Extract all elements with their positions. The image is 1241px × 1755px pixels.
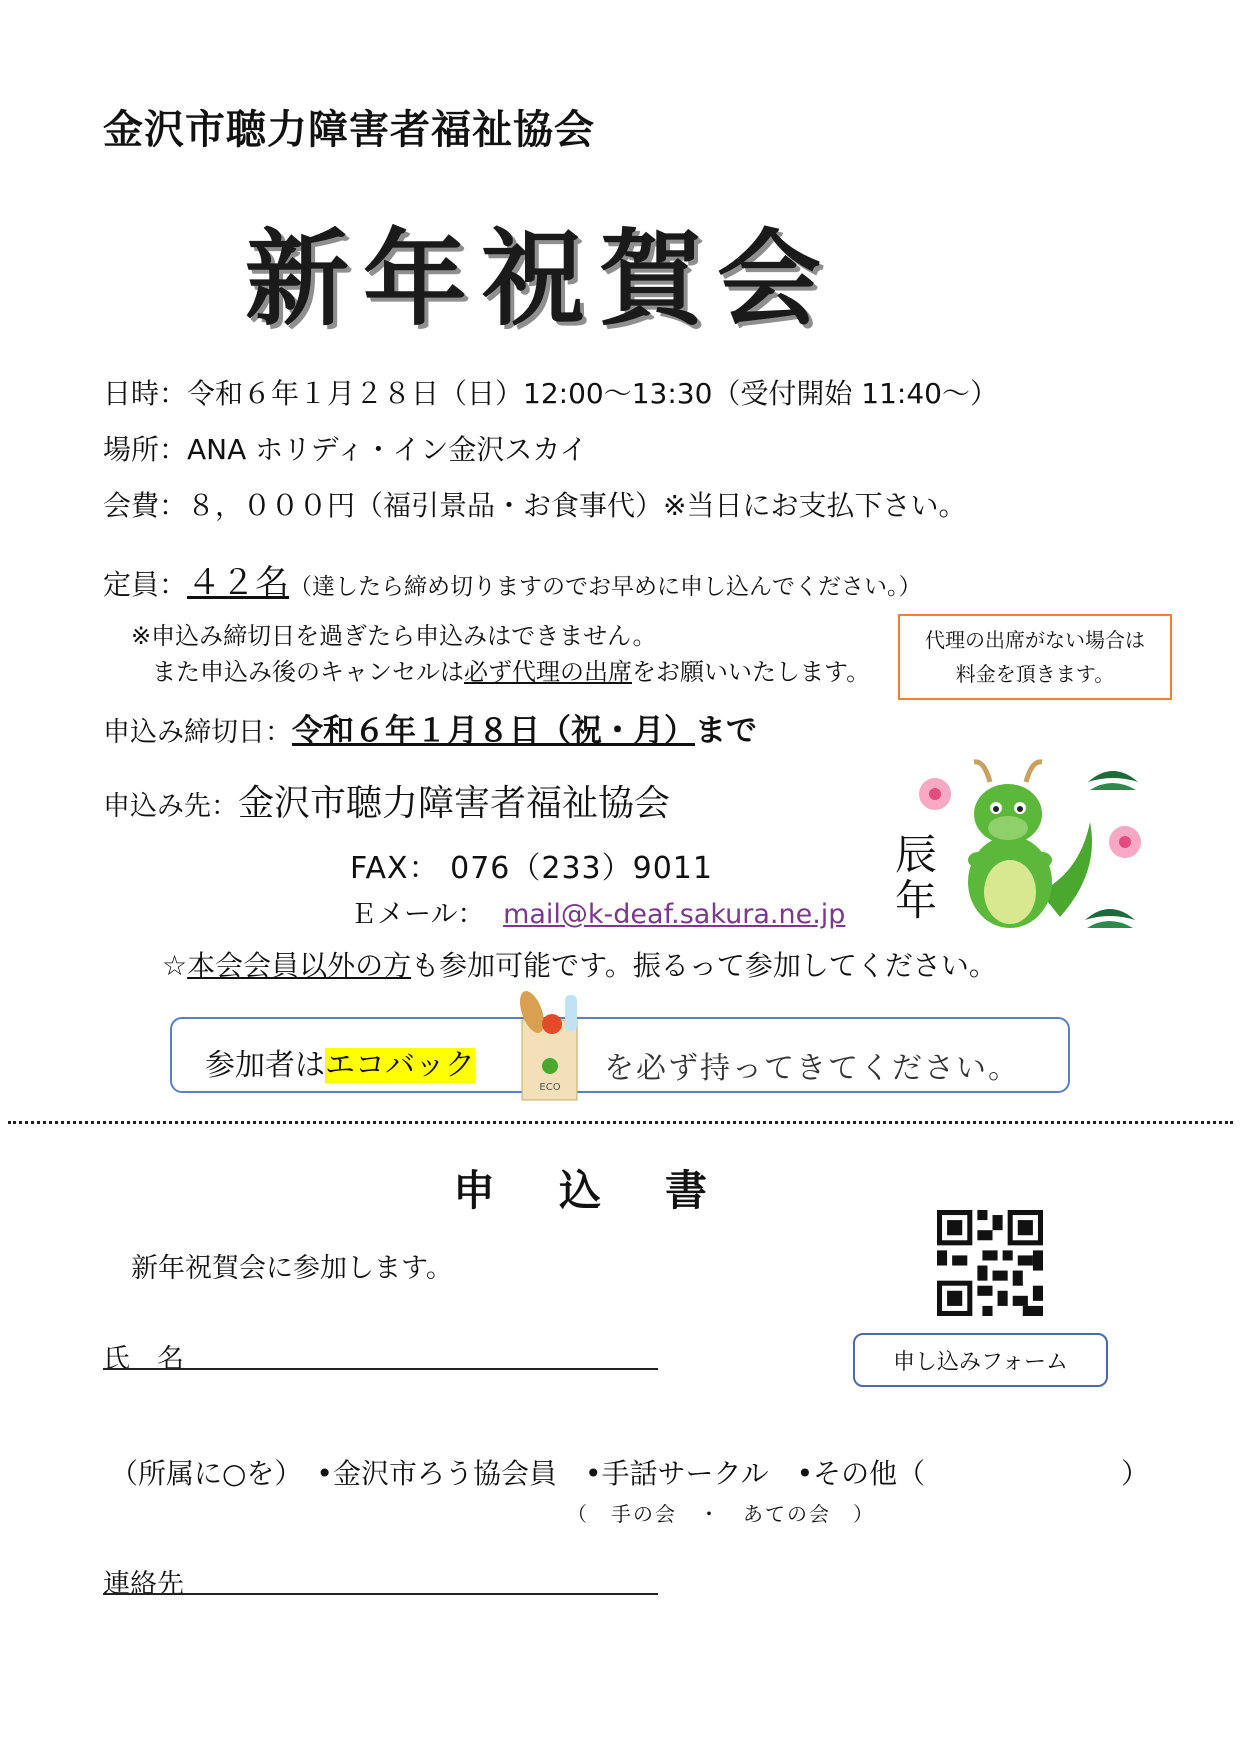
deadline-suffix: まで xyxy=(695,713,757,749)
deadline-line xyxy=(103,705,757,750)
open-participation-post: も参加可能です。振るって参加してください。 xyxy=(411,949,997,982)
pine-icon xyxy=(1085,909,1135,928)
eco-post: を必ず持ってきてください。 xyxy=(604,1051,1020,1086)
eco-bag-label: ECO xyxy=(539,1082,561,1093)
cut-line-divider xyxy=(8,1121,1233,1124)
event-place: 場所：ANA ホリディ・イン金沢スカイ xyxy=(103,433,588,466)
form-statement: 新年祝賀会に参加します。 xyxy=(131,1253,453,1284)
fax-number: FAX： 076（233）9011 xyxy=(350,851,713,886)
year-kanji-1: 辰 xyxy=(895,830,938,879)
non-member-text: 本会会員以外の方 xyxy=(187,949,412,982)
eco-pre: 参加者は xyxy=(205,1048,325,1083)
application-form-button[interactable]: 申し込みフォーム xyxy=(853,1333,1108,1387)
name-field[interactable] xyxy=(103,1368,658,1370)
proxy-notice-line2: 料金を頂きます。 xyxy=(955,662,1115,686)
contact-field[interactable] xyxy=(103,1593,658,1595)
apply-label: 申込み先： xyxy=(103,791,238,822)
organization-name: 金沢市聴力障害者福祉協会 xyxy=(103,106,595,153)
apply-org: 金沢市聴力障害者福祉協会 xyxy=(238,783,671,824)
proxy-notice-box xyxy=(898,614,1172,700)
cancel-notice xyxy=(152,652,870,687)
event-fee: 会費：８，０００円（福引景品・お食事代）※当日にお支払下さい。 xyxy=(103,489,967,522)
cancel-notice-post: をお願いいたします。 xyxy=(632,658,871,686)
email-label: Ｅメール： xyxy=(350,899,485,930)
capacity-label: 定員： xyxy=(103,568,188,601)
affiliation-line: （所属に○を） •金沢市ろう協会員 •手話サークル •その他（ ） xyxy=(110,1457,1150,1490)
dragon-icon xyxy=(968,762,1092,928)
email-link[interactable]: mail@k-deaf.sakura.ne.jp xyxy=(503,899,846,930)
event-title: 新年祝賀会 xyxy=(245,218,836,340)
plum-flower-icon xyxy=(919,778,951,810)
plum-flower-icon xyxy=(1109,826,1141,858)
capacity-line xyxy=(103,555,922,604)
apply-line xyxy=(103,775,670,826)
event-datetime: 日時：令和６年１月２８日（日）12:00～13:30（受付開始 11:40～） xyxy=(103,377,998,410)
email-line xyxy=(350,892,845,931)
deadline-notice: ※申込み締切日を過ぎたら申込みはできません。 xyxy=(131,622,657,650)
contact-label: 連絡先 xyxy=(103,1569,184,1600)
qr-code-icon[interactable] xyxy=(937,1210,1043,1316)
eco-bag-highlight: エコバック xyxy=(325,1048,475,1083)
year-kanji-2: 年 xyxy=(895,876,938,925)
cancel-notice-underlined: 必ず代理の出席 xyxy=(464,658,632,686)
year-of-dragon-text xyxy=(895,832,937,924)
open-participation-line xyxy=(162,944,997,984)
deadline-value: 令和６年１月８日（祝・月） xyxy=(292,713,695,749)
form-title: 申込書 xyxy=(453,1166,772,1215)
proxy-notice-line1: 代理の出席がない場合は xyxy=(925,628,1145,652)
circle-names: （ 手の会 ・ あての会 ） xyxy=(567,1502,875,1526)
capacity-value: ４２名 xyxy=(187,563,290,603)
eco-bag-icon xyxy=(510,990,590,1105)
capacity-note: （達したら締め切りますのでお早めに申し込んでください。） xyxy=(289,574,922,600)
pine-icon xyxy=(1088,771,1138,790)
eco-bag-notice-text xyxy=(205,1040,475,1084)
cancel-notice-pre: また申込み後のキャンセルは xyxy=(152,658,464,686)
name-label: 氏 名 xyxy=(103,1344,184,1375)
deadline-label: 申込み締切日： xyxy=(103,717,292,748)
star-icon: ☆ xyxy=(162,949,188,982)
